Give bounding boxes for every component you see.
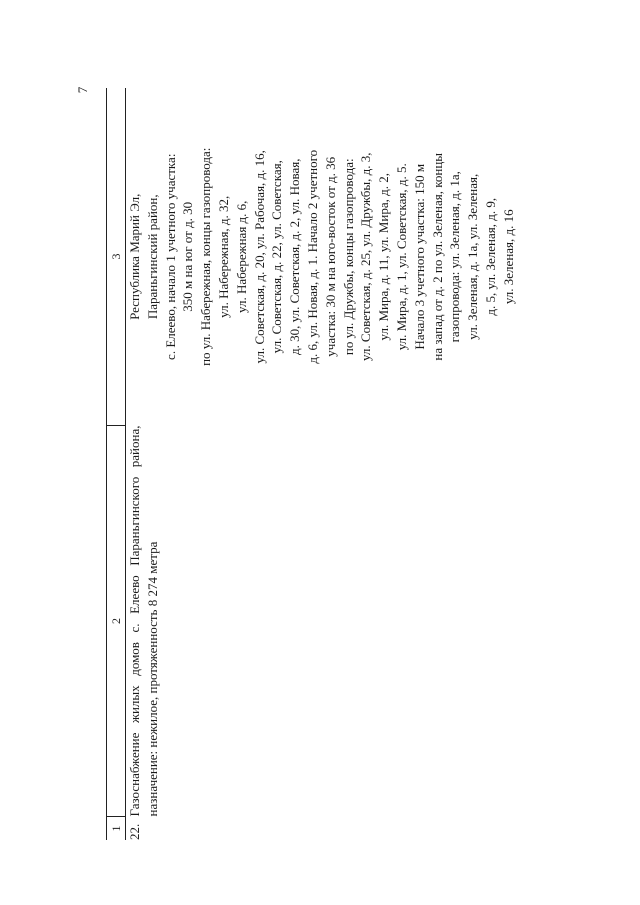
location-line: ул. Советская, д. 20, ул. Рабочая, д. 16, [251, 150, 267, 364]
location-line: д. 30, ул. Советская, д. 2, ул. Новая, [287, 158, 303, 355]
table-header-row [107, 88, 126, 840]
location-line: д. 5, ул. Зеленая, д. 9, [482, 197, 498, 316]
column-header-1: 1 [107, 817, 126, 841]
location-line: с. Елеево, начало 1 учетного участка: [162, 153, 178, 360]
property-table-rotated [106, 90, 526, 840]
location-line: 350 м на юг от д. 30 [180, 201, 196, 312]
property-table [106, 88, 518, 840]
location-line: Республика Марий Эл, [127, 193, 142, 320]
location-line: ул. Мира, д. 11, ул. Мира, д. 2, [376, 173, 392, 341]
location-line: на запад от д. 2 по ул. Зеленая, концы [429, 152, 445, 361]
table-row [126, 88, 518, 840]
location-line: по ул. Набережная, концы газопровода: [198, 147, 214, 366]
location-line: по ул. Дружбы, концы газопровода: [340, 158, 356, 356]
location-line: Параньгинский район, [144, 194, 160, 320]
location-line: д. 6, ул. Новая, д. 1. Начало 2 учетного [304, 149, 320, 364]
location-line: Начало 3 учетного участка: 150 м [411, 163, 427, 350]
column-header-2: 2 [107, 426, 126, 817]
location-line: ул. Набережная, д. 32, [215, 195, 231, 318]
page-number: 7 [75, 86, 90, 94]
object-description: Газоснабжение жилых домов с. Елеево Параньгинского района, назначение: нежилое, протяженность 8 274 метра [127, 425, 160, 817]
location-line: газопровода: ул. Зеленая, д. 1а, [447, 171, 463, 343]
row-number: 22. [127, 823, 142, 840]
location-line: ул. Советская, д. 22, ул. Советская, [269, 160, 285, 354]
object-location [126, 88, 518, 426]
location-line: ул. Мира, д. 1, ул. Советская, д. 5. [393, 163, 409, 351]
location-line: ул. Советская, д. 25, ул. Дружбы, д. 3, [358, 152, 374, 361]
column-header-3: 3 [107, 88, 126, 426]
location-line: ул. Зеленая, д. 1а, ул. Зеленая, [465, 173, 481, 340]
location-line: ул. Зеленая, д. 16 [500, 209, 516, 305]
location-line: ул. Набережная д. 6, [233, 200, 249, 313]
location-line: участка: 30 м на юго-восток от д. 36 [322, 156, 338, 357]
